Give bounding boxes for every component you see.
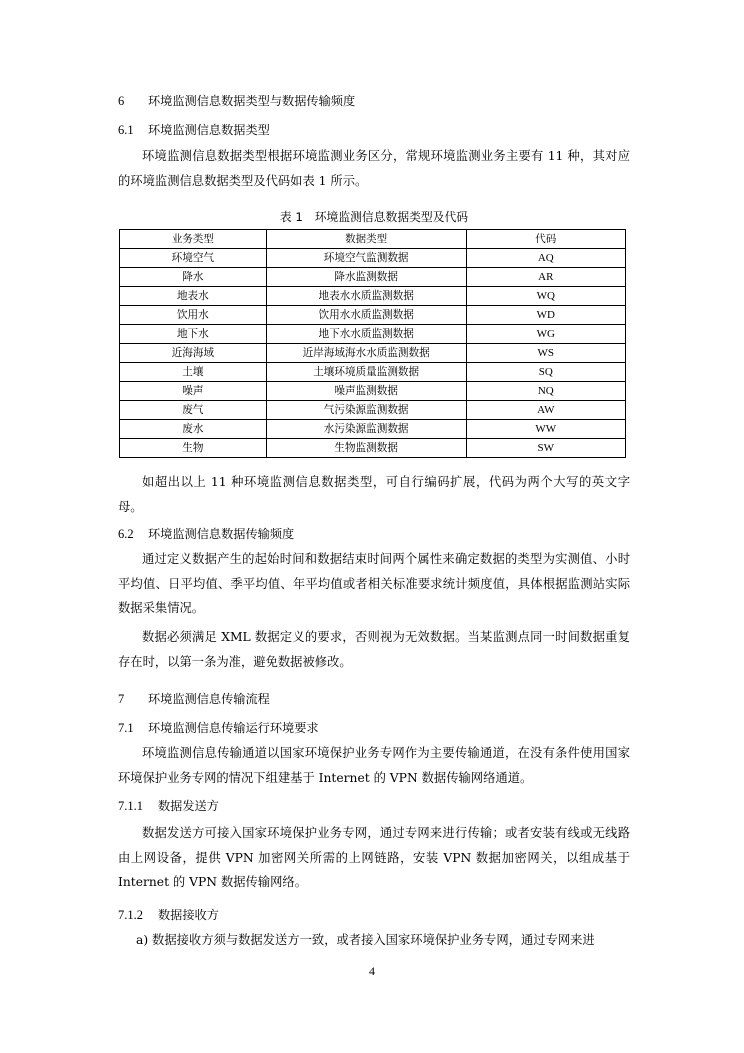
section-title: 环境监测信息数据类型与数据传输频度 <box>148 94 356 108</box>
data-type-cell: 饮用水水质监测数据 <box>266 306 466 325</box>
section-number: 7.1 <box>118 721 134 735</box>
section-6-heading <box>118 92 355 109</box>
data-type-cell: 土壤环境质量监测数据 <box>266 363 466 382</box>
code-cell: AQ <box>466 249 625 268</box>
business-type-cell: 土壤 <box>120 363 267 382</box>
section-title: 数据接收方 <box>158 908 219 922</box>
table-caption: 表 1 环境监测信息数据类型及代码 <box>279 210 469 224</box>
column-header: 代码 <box>466 230 625 249</box>
business-type-cell: 降水 <box>120 268 267 287</box>
table-row <box>120 268 626 287</box>
page-number: 4 <box>369 964 375 978</box>
code-cell: AR <box>466 268 625 287</box>
code-cell: SQ <box>466 363 625 382</box>
section-7-1-2-heading <box>118 906 219 923</box>
table-row <box>120 325 626 344</box>
data-type-table <box>119 229 626 458</box>
data-type-cell: 环境空气监测数据 <box>266 249 466 268</box>
business-type-cell: 近海海域 <box>120 344 267 363</box>
code-cell: AW <box>466 401 625 420</box>
data-type-cell: 地表水水质监测数据 <box>266 287 466 306</box>
code-cell: WW <box>466 420 625 439</box>
section-title: 数据发送方 <box>158 799 219 813</box>
paragraph-6-1: 环境监测信息数据类型根据环境监测业务区分，常规环境监测业务主要有 11 种，其对应的环境监测信息数据类型及代码如表 1 所示。 <box>118 149 630 188</box>
code-cell: WD <box>466 306 625 325</box>
business-type-cell: 生物 <box>120 439 267 458</box>
section-number: 6.2 <box>118 527 134 541</box>
business-type-cell: 废水 <box>120 420 267 439</box>
paragraph-7-1-1: 数据发送方可接入国家环境保护业务专网，通过专网来进行传输；或者安装有线或无线路由上网设备，提供 VPN 加密网关所需的上网链路，安装 VPN 数据加密网关，以组成基于 Internet 的 VPN 数据传输网络。 <box>118 826 630 889</box>
table-row <box>120 344 626 363</box>
paragraph-6-2-a: 通过定义数据产生的起始时间和数据结束时间两个属性来确定数据的类型为实测值、小时平均值、日平均值、季平均值、年平均值或者相关标准要求统计频度值，具体根据监测站实际数据采集情况。 <box>118 552 630 615</box>
section-number: 6.1 <box>118 123 134 137</box>
paragraph-6-2-b: 数据必须满足 XML 数据定义的要求，否则视为无效数据。当某监测点同一时间数据重复存在时，以第一条为准，避免数据被修改。 <box>118 630 630 669</box>
paragraph-7-1: 环境监测信息传输通道以国家环境保护业务专网作为主要传输通道，在没有条件使用国家环境保护业务专网的情况下组建基于 Internet 的 VPN 数据传输网络通道。 <box>118 746 630 785</box>
data-type-cell: 气污染源监测数据 <box>266 401 466 420</box>
section-6-2-heading <box>118 525 294 542</box>
table-row <box>120 439 626 458</box>
paragraph-6-1-extension: 如超出以上 11 种环境监测信息数据类型，可自行编码扩展，代码为两个大写的英文字母。 <box>118 475 630 514</box>
section-number: 7 <box>118 692 125 706</box>
section-7-1-heading <box>118 719 319 736</box>
table-row <box>120 363 626 382</box>
section-number: 7.1.2 <box>118 908 143 922</box>
data-type-cell: 降水监测数据 <box>266 268 466 287</box>
table-row <box>120 306 626 325</box>
code-cell: WG <box>466 325 625 344</box>
table-row <box>120 382 626 401</box>
list-item-a: a) 数据接收方须与数据发送方一致，或者接入国家环境保护业务专网，通过专网来进 <box>136 933 595 947</box>
data-type-cell: 生物监测数据 <box>266 439 466 458</box>
code-cell: WS <box>466 344 625 363</box>
data-type-cell: 近岸海域海水水质监测数据 <box>266 344 466 363</box>
code-cell: WQ <box>466 287 625 306</box>
business-type-cell: 饮用水 <box>120 306 267 325</box>
code-cell: SW <box>466 439 625 458</box>
table-header-row <box>120 230 626 249</box>
table-row <box>120 249 626 268</box>
business-type-cell: 废气 <box>120 401 267 420</box>
business-type-cell: 地表水 <box>120 287 267 306</box>
table-row <box>120 287 626 306</box>
section-title: 环境监测信息数据类型 <box>148 123 270 137</box>
data-type-cell: 水污染源监测数据 <box>266 420 466 439</box>
section-number: 6 <box>118 94 125 108</box>
section-6-1-heading <box>118 121 270 138</box>
section-title: 环境监测信息传输流程 <box>148 692 270 706</box>
table-row <box>120 401 626 420</box>
section-number: 7.1.1 <box>118 799 143 813</box>
section-7-1-1-heading <box>118 797 219 814</box>
code-cell: NQ <box>466 382 625 401</box>
business-type-cell: 环境空气 <box>120 249 267 268</box>
data-type-cell: 地下水水质监测数据 <box>266 325 466 344</box>
section-7-heading <box>118 690 270 707</box>
business-type-cell: 地下水 <box>120 325 267 344</box>
section-title: 环境监测信息数据传输频度 <box>148 527 295 541</box>
business-type-cell: 噪声 <box>120 382 267 401</box>
section-title: 环境监测信息传输运行环境要求 <box>148 721 319 735</box>
column-header: 业务类型 <box>120 230 267 249</box>
data-type-cell: 噪声监测数据 <box>266 382 466 401</box>
column-header: 数据类型 <box>266 230 466 249</box>
table-row <box>120 420 626 439</box>
